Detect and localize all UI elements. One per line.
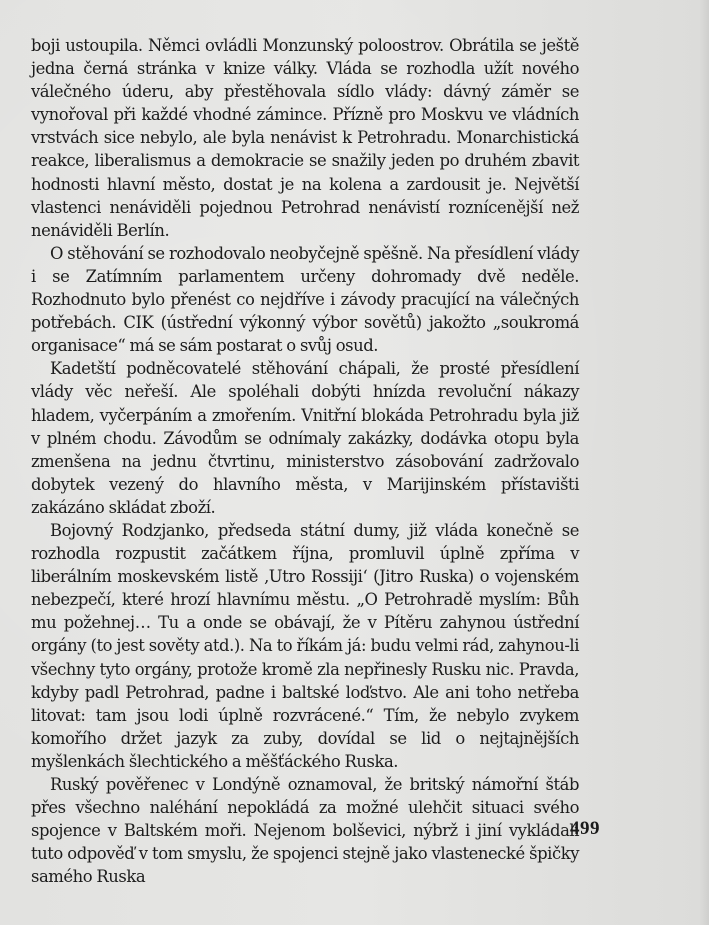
page-number: 499: [570, 818, 600, 839]
paragraph-5: Ruský pověřenec v Londýně oznamoval, že britský námořní štáb přes všechno naléhání nepokládá za možné ulehčit situaci svého spojence v Baltském moři. Nejenom bolševici, nýbrž i jiní vykládali tuto odpověď v tom smyslu, že spojenci stejně jako vlastenecké špičky samého Ruska: [31, 775, 579, 887]
paragraph-2: O stěhování se rozhodovalo neobyčejně spěšně. Na přesídlení vlády i se Zatímním parlamentem určeny dohromady dvě neděle. Rozhodnuto bylo přenést co nejdříve i závody pracující na válečných potřebách. CIK (ústřední výkonný výbor sovětů) jakožto „soukromá organisace“ má se sám postarat o svůj osud.: [31, 243, 579, 356]
body-text: [31, 34, 579, 888]
page-edge-shadow: [699, 0, 709, 925]
paragraph-4: Bojovný Rodzjanko, předseda státní dumy, již vláda konečně se rozhodla rozpustit začátkem října, promluvil úplně zpříma v liberálním moskevském listě ‚Utro Rossiji‘ (Jitro Ruska) o vojenském nebezpečí, které hrozí hlavnímu městu. „O Petrohradě myslím: Bůh mu požehnej… Tu a onde se obávají, že v Pítěru zahynou ústřední orgány (to jest sověty atd.). Na to říkám já: budu velmi rád, zahynou-li všechny tyto orgány, protože kromě zla nepřinesly Rusku nic. Pravda, kdyby padl Petrohrad, padne i baltské loďstvo. Ale ani toho netřeba litovat: tam jsou lodi úplně rozvrácené.“ Tím, že nebylo zvykem komořího držet jazyk za zuby, dovídal se lid o nejtajnějších myšlenkách šlechtického a měšťáckého Ruska.: [31, 520, 579, 771]
paragraph-1: boji ustoupila. Němci ovládli Monzunský poloostrov. Obrátila se ještě jedna černá stránka v knize války. Vláda se rozhodla užít nového válečného úderu, aby přestěhovala sídlo vlády: dávný záměr se vynořoval při každé vhodné zámince. Přízně pro Moskvu ve vládních vrstvách sice nebylo, ale byla nenávist k Petrohradu. Monarchistická reakce, liberalismus a demokracie se snažily jeden po druhém zbavit hodnosti hlavní město, dostat je na kolena a zardousit je. Největší vlastenci nenáviděli pojednou Petrohrad nenávistí roznícenější než nenáviděli Berlín.: [31, 36, 579, 240]
paragraph-3: Kadetští podněcovatelé stěhování chápali, že prosté přesídlení vlády věc neřeší. Ale spoléhali dobýti hnízda revoluční nákazy hladem, vyčerpáním a zmořením. Vnitřní blokáda Petrohradu byla již v plném chodu. Závodům se odnímaly zakázky, dodávka otopu byla zmenšena na jednu čtvrtinu, ministerstvo zásobování zadržovalo dobytek vezený do hlavního města, v Marijinském přístavišti zakázáno skládat zboží.: [31, 359, 579, 517]
